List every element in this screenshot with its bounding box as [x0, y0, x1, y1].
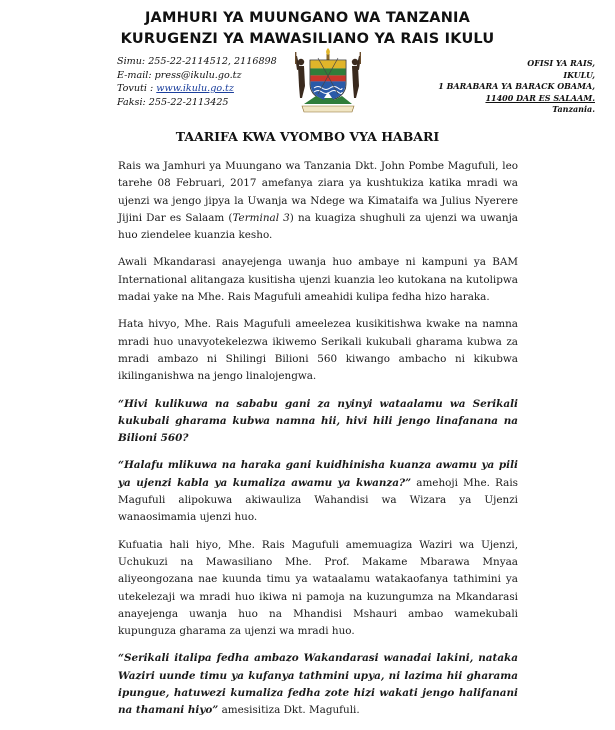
quote-2-attribution: amehoji Mhe. Rais Magufuli alipokuwa akiwauliza Wahandisi wa Wizara ya Ujenzi wanaosimamia ujenzi huo.: [118, 476, 519, 524]
address-line-3: 1 BARABARA YA BARACK OBAMA,: [438, 81, 595, 91]
coat-of-arms-emblem: [292, 48, 364, 116]
address-line-4: 11400 DAR ES SALAAM.: [485, 92, 595, 103]
header-line-1: JAMHURI YA MUUNGANO WA TANZANIA: [144, 10, 471, 26]
address-line-1: OFISI YA RAIS,: [527, 58, 595, 68]
website-link[interactable]: www.ikulu.go.tz: [156, 83, 234, 94]
paragraph-1: [118, 158, 518, 244]
quote-2: “Halafu mlikuwa na haraka gani kuidhinisha kuanza awamu ya pili ya ujenzi kabla ya kumaliza awamu ya kwanza?”: [118, 459, 518, 489]
address-line-2: IKULU,: [563, 69, 595, 80]
website-label: Tovuti :: [117, 83, 157, 94]
quote-3: “Serikali italipa fedha ambazo Wakandarasi wanadai lakini, nataka Waziri uunde timu ya kufanya tathmini upya, ni lazima hii gharama ipungue, hatuwezi kumaliza fedha zote hizi wakati jengo halifanani na thamani hiyo”: [118, 652, 518, 717]
paragraph-1-text-a: Rais wa Jamhuri ya Muungano wa Tanzania Dkt. John Pombe Magufuli, leo tarehe 08 Februari, 2017 amefanya ziara ya kushtukiza katika mradi wa ujenzi wa jengo jipya la Uwanja wa Ndege wa Kimataifa wa Julius Nyerere Jijini Dar es Salaam (: [118, 160, 518, 224]
paragraph-2: Awali Mkandarasi anayejenga uwanja huo ambaye ni kampuni ya BAM International alitangaza kusitisha ujenzi kuanzia leo kutokana na kutolipwa madai yake na Mhe. Rais Magufuli ameahidi kulipa fedha hizo haraka.: [118, 256, 518, 304]
paragraph-1-text-b: ) na kuagiza shughuli za ujenzi wa uwanja huo ziendelee kuanzia kesho.: [118, 211, 518, 242]
document-title: TAARIFA KWA VYOMBO VYA HABARI: [175, 129, 440, 144]
email-line: E-mail: press@ikulu.go.tz: [117, 69, 242, 81]
document-body: [118, 158, 518, 730]
website-line: [117, 82, 277, 96]
paragraph-quote-3: [118, 650, 518, 719]
quote-3-attribution: amesisitiza Dkt. Magufuli.: [218, 704, 360, 717]
contact-left: [117, 55, 277, 109]
header-line-2: KURUGENZI YA MAWASILIANO YA RAIS IKULU: [120, 31, 495, 47]
contact-right: [438, 58, 595, 116]
paragraph-4: Kufuatia hali hiyo, Mhe. Rais Magufuli amemuagiza Waziri wa Ujenzi, Uchukuzi na Mawasiliano Mhe. Prof. Makame Mbarawa Mnyaa aliyeongozana nae kuunda timu ya wataalamu watakaofanya tathimini ya utekelezaji wa mradi huo ikiwa ni pamoja na kuzungumza na Mkandarasi anayejenga uwanja huo na Mhandisi Mshauri ambao wamekubali kupunguza gharama za ujenzi wa mradi huo.: [118, 538, 518, 638]
paragraph-3: Hata hivyo, Mhe. Rais Magufuli ameelezea kusikitishwa kwake na namna mradi huo unavyotekelezwa ikiwemo Serikali kukubali gharama kubwa za mradi ambazo ni Shilingi Bilioni 560 kiwango ambacho ni kikubwa ikilinganishwa na jengo linalojengwa.: [118, 318, 518, 383]
address-line-5: Tanzania.: [552, 104, 595, 114]
quote-1: “Hivi kulikuwa na sababu gani za nyinyi wataalamu wa Serikali kukubali gharama kubwa namna hii, hivi hili jengo linafanana na Bilioni 560?: [118, 397, 518, 445]
paragraph-quote-2: [118, 457, 518, 526]
phone-line: Simu: 255-22-2114512, 2116898: [117, 56, 277, 67]
terminal-3-term: Terminal 3: [232, 211, 290, 224]
fax-line: Faksi: 255-22-2113425: [117, 96, 229, 108]
